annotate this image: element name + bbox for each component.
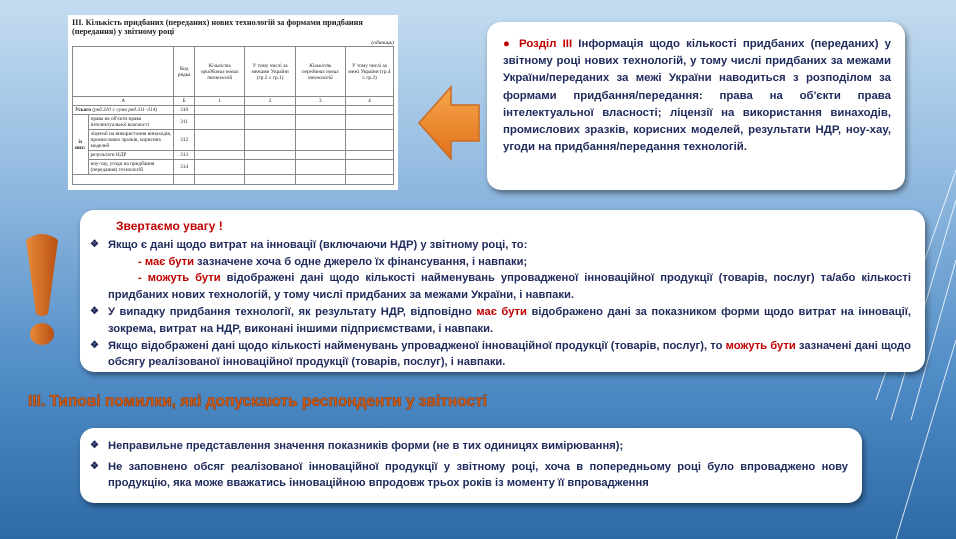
- header-cell: Кількість переданих нових технологій: [295, 47, 345, 97]
- section-heading: ІІІ. Типові помилки, які допускають респонденти у звітності: [28, 393, 488, 410]
- attention-box: [80, 210, 925, 372]
- table-row: із них: права на об'єкти права інтелектуальної власності 311: [73, 115, 394, 130]
- list-item: ❖ У випадку придбання технології, як результату НДР, відповідно має бути відображено дані за показником форми щодо витрат на інновації, зокрема, витрат на НДР, виконані іншими підприємствами, і навпаки.: [90, 304, 911, 338]
- list-subitem: - можуть бути відображені дані щодо кількості найменувань упровадженої інноваційної продукції (товарів, послуг) та/або кількості придбаних нових технологій, у тому числі придбаних за межами України, і навпаки.: [108, 272, 911, 302]
- diamond-bullet-icon: ❖: [90, 305, 99, 317]
- header-cell: Код рядка: [174, 47, 195, 97]
- diamond-bullet-icon: ❖: [90, 461, 99, 472]
- table-row: ноу-хау, угоди на придбання (передання) технологій 314: [73, 160, 394, 175]
- table-title: III. Кількість придбаних (переданих) нових технологій за формами придбання (передання) у звітному році: [72, 18, 363, 36]
- section-info-box: ● Розділ ІІІ Інформація щодо кількості придбаних (переданих) у звітному році нових технологій, у тому числі придбаних за межами України/переданих за межі України наводиться з розподілом за формами придбання/передання: права на об'єкти права інтелектуальної власності; ліцензії на використання винаходів, промислових зразків, корисних моделей, результати НДР, ноу-хау, угоди на придбання/передання технологій.: [487, 22, 905, 190]
- table-row: Усього (рвд.310 ≥ сума рвд.311–314) 310: [73, 106, 394, 115]
- list-item: ❖ Неправильне представлення значення показників форми (не в тих одиницях вимірювання);: [90, 440, 624, 452]
- list-item: ❖ Не заповнено обсяг реалізованої інноваційної продукції у звітному році, хоча в попередньому році було впроваджено нову продукцію, яка може вважатись інноваційною впродовж трьох років із моменту її впровадження: [90, 461, 848, 489]
- diamond-bullet-icon: ❖: [90, 339, 99, 351]
- table-row: результати НДР 313: [73, 151, 394, 160]
- list-item: ❖ Якщо відображені дані щодо кількості найменувань упровадженої інноваційної продукції (товарів, послуг), то можуть бути зазначені дані щодо обсягу реалізованої інноваційної продукції (товарів, послуг), і навпаки.: [90, 338, 911, 372]
- header-cell: У тому числі за межами України (гр.2 ≤ гр.1): [245, 47, 295, 97]
- list-item: ❖ Якщо є дані щодо витрат на інновації (включаючи НДР) у звітному році, то:: [90, 237, 911, 254]
- form-table: Код рядка Кількість придбаних нових технологій У тому числі за межами України (гр.2 ≤ гр.1) Кількість переданих нових технологій У тому числі за межі України (гр.4 ≤ гр.3) А Б 1 2 3 4 Усього (рвд.310 ≥ сума рвд.311–314) 310 із них: права на об'єкти права інтелектуальної власності 311 ліцензії на використання винаходів, промислових зразків, корисних моделей 312 результати НДР 313 ноу-хау, угоди на придбання (передання) технологій 314: [72, 46, 394, 185]
- table-row: ліцензії на використання винаходів, промислових зразків, корисних моделей 312: [73, 130, 394, 151]
- diamond-bullet-icon: ❖: [90, 440, 99, 451]
- attention-title: Звертаємо увагу !: [116, 219, 223, 233]
- table-units: (одиниць): [371, 40, 394, 46]
- errors-box: [80, 428, 862, 503]
- diamond-bullet-icon: ❖: [90, 238, 99, 250]
- header-cell: Кількість придбаних нових технологій: [195, 47, 245, 97]
- list-subitem: - має бути зазначене хоча б одне джерело їх фінансування, і навпаки;: [138, 255, 528, 268]
- arrow-left-icon: [417, 85, 481, 161]
- form-table-image: [68, 15, 398, 190]
- exclamation-icon: [20, 228, 64, 348]
- section-label: Розділ ІІІ: [519, 38, 573, 50]
- header-cell: У тому числі за межі України (гр.4 ≤ гр.3): [345, 47, 393, 97]
